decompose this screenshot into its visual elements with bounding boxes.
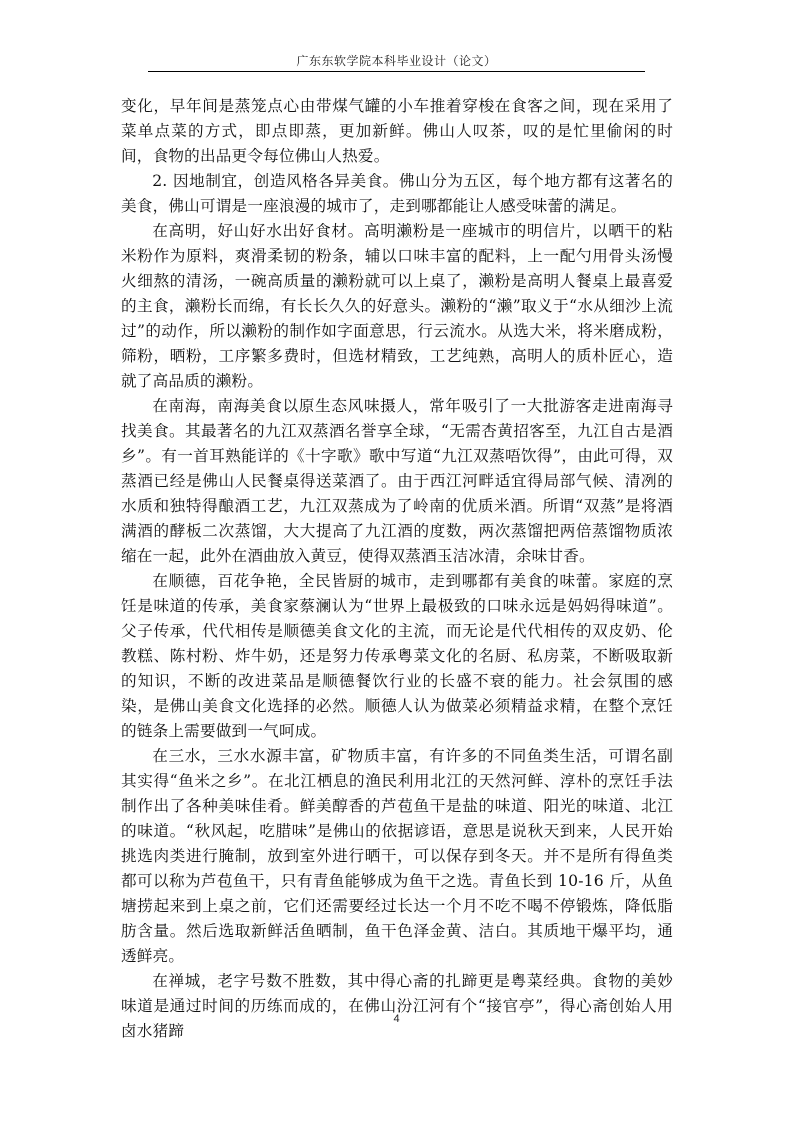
paragraph-chancheng: 在禅城，老字号数不胜数，其中得心斋的扎蹄更是粤菜经典。食物的美妙味道是通过时间的历练而成的，在佛山汾江河有个“接官亭”，得心斋创始人用卤水猪蹄 xyxy=(121,972,673,1040)
paragraph-nanhai: 在南海，南海美食以原生态风味摄人，常年吸引了一大批游客走进南海寻找美食。其最著名的九江双蒸酒名誉享全球，“无需杏黄招客至，九江自古是酒乡”。有一首耳熟能详的《十字歌》歌中写道“九江双蒸唔饮得”，由此可得，双蒸酒已经是佛山人民餐桌得送菜酒了。由于西江河畔适宜得局部气候、清冽的水质和独特得酿酒工艺，九江双蒸成为了岭南的优质米酒。所谓“双蒸”是将酒满酒的酵板二次蒸馏，大大提高了九江酒的度数，两次蒸馏把两倍蒸馏物质浓缩在一起，此外在酒曲放入黄豆，使得双蒸酒玉洁冰清，余味甘香。 xyxy=(121,397,673,565)
paragraph-sanshui: 在三水，三水水源丰富，矿物质丰富，有许多的不同鱼类生活，可谓名副其实得“鱼米之乡”。在北江栖息的渔民利用北江的天然河鲜、淳朴的烹饪手法制作出了各种美味佳肴。鲜美醇香的芦苞鱼干是盐的味道、阳光的味道、北江的味道。“秋风起，吃腊味”是佛山的依据谚语，意思是说秋天到来，人民开始挑选肉类进行腌制，放到室外进行晒干，可以保存到冬天。并不是所有得鱼类都可以称为芦苞鱼干，只有青鱼能够成为鱼干之选。青鱼长到 10-16 斤，从鱼塘捞起来到上桌之前，它们还需要经过长达一个月不吃不喝不停锻炼，降低脂肪含量。然后选取新鲜活鱼晒制，鱼干色泽金黄、洁白。其质地干爆平均，通透鲜亮。 xyxy=(121,747,673,965)
page-header: 广东东软学院本科毕业设计（论文） xyxy=(296,54,497,68)
document-body xyxy=(121,94,673,1044)
paragraph-gaoming: 在高明，好山好水出好食材。高明濑粉是一座城市的明信片，以晒干的粘米粉作为原料，爽滑柔韧的粉条，辅以口味丰富的配料，上一配勺用骨头汤慢火细熬的清汤，一碗高质量的濑粉就可以上桌了，濑粉是高明人餐桌上最喜爱的主食，濑粉长而绵，有长长久久的好意头。濑粉的“濑”取义于“水从细沙上流过”的动作，所以濑粉的制作如字面意思，行云流水。从选大米，将米磨成粉，筛粉，晒粉，工序繁多费时，但选材精致，工艺纯熟，高明人的质朴匠心，造就了高品质的濑粉。 xyxy=(121,222,673,390)
page-number: 4 xyxy=(393,1013,400,1025)
paragraph-continued: 变化，早年间是蒸笼点心由带煤气罐的小车推着穿梭在食客之间，现在采用了菜单点菜的方式，即点即蒸，更加新鲜。佛山人叹茶，叹的是忙里偷闲的时间，食物的出品更令每位佛山人热爱。 xyxy=(121,97,673,165)
paragraph-shunde: 在顺德，百花争艳，全民皆厨的城市，走到哪都有美食的味蕾。家庭的烹饪是味道的传承，美食家蔡澜认为“世界上最极致的口味永远是妈妈得味道”。父子传承，代代相传是顺德美食文化的主流，而无论是代代相传的双皮奶、伦教糕、陈村粉、炸牛奶，还是努力传承粤菜文化的名厨、私房菜，不断吸取新的知识，不断的改进菜品是顺德餐饮行业的长盛不衰的能力。社会氛围的感染，是佛山美食文化选择的必然。顺德人认为做菜必须精益求精，在整个烹饪的链条上需要做到一气呵成。 xyxy=(121,572,673,740)
header-rule xyxy=(148,71,645,72)
paragraph-local-cuisine: 2. 因地制宜，创造风格各异美食。佛山分为五区，每个地方都有这著名的美食，佛山可谓是一座浪漫的城市了，走到哪都能让人感受味蕾的满足。 xyxy=(121,172,673,215)
